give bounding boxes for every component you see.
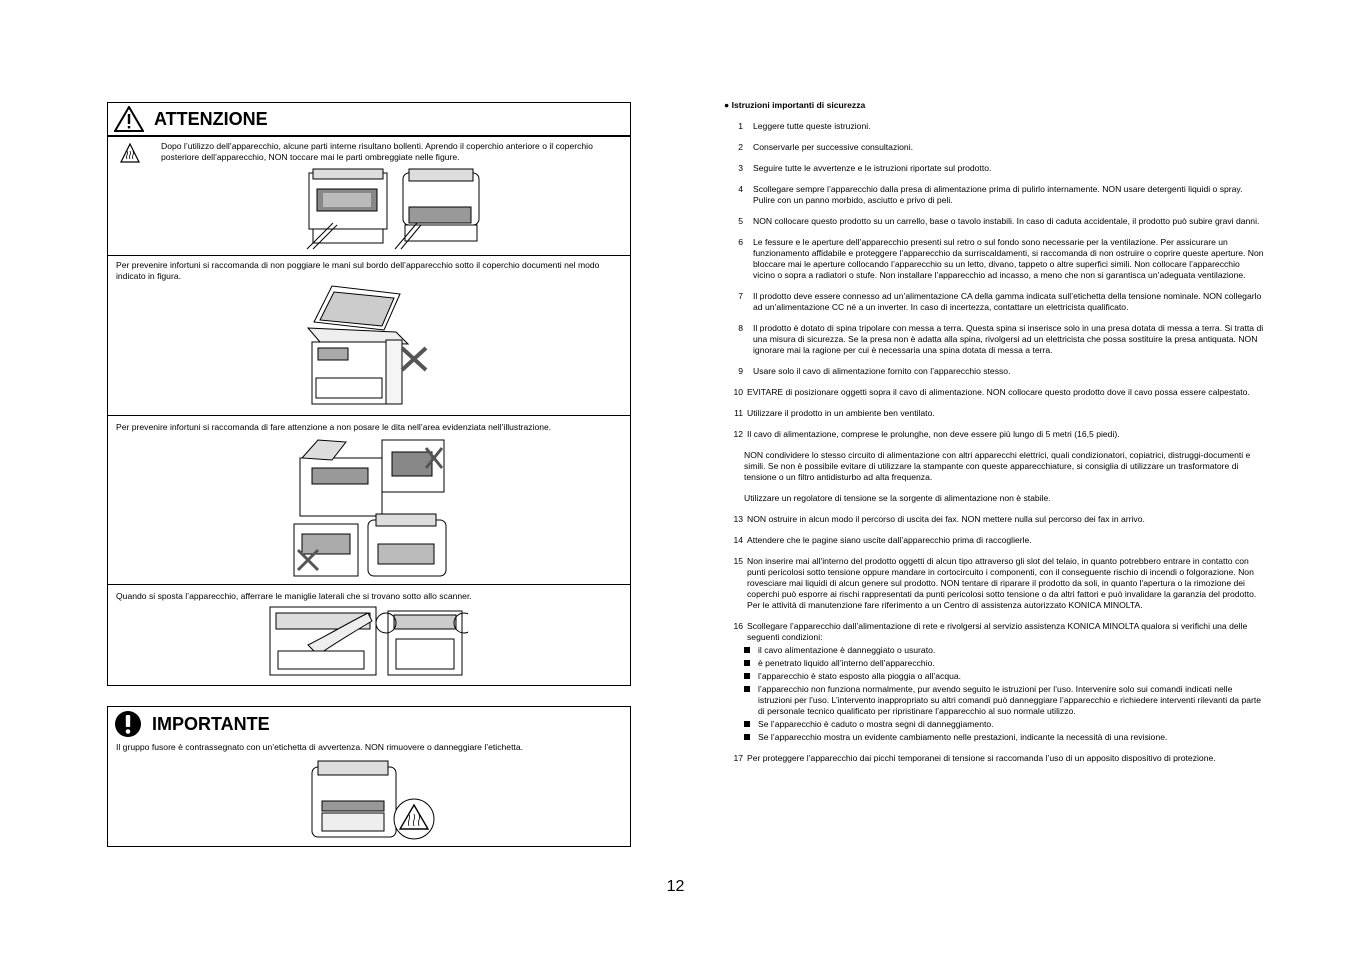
- bullet-text: il cavo alimentazione è danneggiato o usurato.: [758, 645, 936, 655]
- item-number: 13: [733, 514, 743, 524]
- list-item: [724, 121, 1264, 132]
- square-bullet-icon: [744, 686, 750, 692]
- list-item: [724, 366, 1264, 377]
- attenzione-section-document-cover: [108, 255, 630, 415]
- printer-finger-area-illustration: [292, 438, 452, 582]
- attenzione-text-3: Per prevenire infortuni si raccomanda di fare attenzione a non posare le dita nell’area evidenziata nell’illustrazione.: [116, 422, 552, 432]
- item-text: Leggere tutte queste istruzioni.: [753, 121, 871, 131]
- fuser-warning-label-illustration: [308, 759, 438, 841]
- item-number: 8: [738, 323, 743, 333]
- important-exclamation-icon: [114, 710, 142, 738]
- list-item: [724, 237, 1264, 281]
- bullet-text: Se l’apparecchio mostra un evidente cambiamento nelle prestazioni, indicante la necessità di una revisione.: [758, 732, 1168, 742]
- safety-heading: ● Istruzioni importanti di sicurezza: [724, 100, 866, 110]
- item-text: Conservarle per successive consultazioni.: [753, 142, 914, 152]
- item-number: 7: [738, 291, 743, 301]
- attenzione-header: [108, 103, 630, 136]
- item-number: 1: [738, 121, 743, 131]
- item-number: 5: [738, 216, 743, 226]
- list-item: [724, 184, 1264, 206]
- list-item: [724, 408, 1264, 419]
- item-text: Attendere che le pagine siano uscite dall’apparecchio prima di raccoglierle.: [747, 535, 1032, 545]
- item-text: Utilizzare il prodotto in un ambiente ben ventilato.: [747, 408, 935, 418]
- item-text: Per proteggere l’apparecchio dai picchi temporanei di tensione si raccomanda l’uso di un apposito dispositivo di protezione.: [747, 753, 1216, 763]
- attenzione-text-4: Quando si sposta l’apparecchio, afferrare le maniglie laterali che si trovano sotto allo scanner.: [116, 591, 472, 601]
- item-text: Non inserire mai all'interno del prodotto oggetti di alcun tipo attraverso gli slot del telaio, in quanto potrebbero entrare in contatto con punti pericolosi sotto tensione oppure mandare in cortocircuito i componenti, con il conseguente rischio di incendi o folgorazione. Non rovesciare mai liquidi di alcun genere sul prodotto. NON tentare di riparare il prodotto da soli, in quanto l'apertura o la rimozione dei coperchi può esporre ai rischi rappresentati da punti pericolosi sotto tensione o da altri fattori e può invalidare la garanzia del prodotto. Per le attività di manutenzione fare riferimento a un Centro di assistenza autorizzato KONICA MINOLTA.: [747, 556, 1257, 610]
- item-text: Scollegare l’apparecchio dall’alimentazione di rete e rivolgersi al servizio assistenza KONICA MINOLTA qualora si verifichi una delle seguenti condizioni:: [747, 621, 1248, 642]
- square-bullet-icon: [744, 734, 750, 740]
- item-text: Le fessure e le aperture dell’apparecchio presenti sul retro o sul fondo sono necessarie per la ventilazione. Per assicurare un funzionamento affidabile e proteggere l’apparecchio da surriscaldamenti, si raccomanda di non ostruire o coprire queste aperture. Non bloccare mai le aperture collocando l’apparecchio su un letto, divano, tappeto o altre superfici simili. Non collocare l’apparecchio vicino o sopra a radiatori o stufe. Non installare l’apparecchio ad incasso, a meno che non si garantisca un’adeguata ventilazione.: [753, 237, 1264, 280]
- item-number: 3: [738, 163, 743, 173]
- bullet-text: Se l’apparecchio è caduto o mostra segni di danneggiamento.: [758, 719, 994, 729]
- bullet-text: l’apparecchio non funziona normalmente, pur avendo seguito le istruzioni per l’uso. Intervenire solo sui comandi indicati nelle istruzioni per l’uso. L’intervento inappropriato su altri comandi può danneggiare l’apparecchio e richiedere interventi rilevanti da parte di personale tecnico qualificato per ripristinare l’apparecchio al suo normale utilizzo.: [758, 684, 1262, 716]
- item-text: Usare solo il cavo di alimentazione fornito con l’apparecchio stesso.: [753, 366, 1011, 376]
- left-column: [107, 102, 631, 847]
- square-bullet-icon: [744, 647, 750, 653]
- list-item: [724, 514, 1264, 525]
- hot-surface-icon: [120, 143, 140, 163]
- bullet-text: è penetrato liquido all’interno dell’apparecchio.: [758, 658, 935, 668]
- list-item: [724, 323, 1264, 356]
- attenzione-section-hot-parts: [108, 136, 630, 255]
- bullet-item: [742, 671, 1264, 682]
- bullet-item: [742, 658, 1264, 669]
- attenzione-box: [107, 102, 631, 686]
- item-text: NON collocare questo prodotto su un carrello, base o tavolo instabili. In caso di caduta accidentale, il prodotto può subire gravi danni.: [753, 216, 1260, 226]
- safety-instructions-column: [724, 100, 1264, 774]
- item-number: 9: [738, 366, 743, 376]
- item-text: NON ostruire in alcun modo il percorso di uscita dei fax. NON mettere nulla sul percorso dei fax in arrivo.: [747, 514, 1145, 524]
- item12-paragraph-1: NON condividere lo stesso circuito di alimentazione con altri apparecchi elettrici, quali condizionatori, copiatrici, distruggi-documenti e simili. Se non è possibile evitare di utilizzare la stampante con queste apparecchiature, si consiglia di utilizzare un trasformatore di tensione o un filtro antidisturbo ad alta frequenza.: [744, 450, 1251, 482]
- list-item: [724, 387, 1264, 398]
- list-item: [724, 753, 1264, 764]
- importante-header: [108, 707, 630, 741]
- importante-text: Il gruppo fusore è contrassegnato con un’etichetta di avvertenza. NON rimuovere o danneggiare l’etichetta.: [116, 742, 524, 752]
- attenzione-text-1: Dopo l’utilizzo dell’apparecchio, alcune parti interne risultano bollenti. Aprendo il coperchio anteriore o il coperchio posteriore dell’apparecchio, NON toccare mai le parti ombreggiate nelle figure.: [161, 141, 593, 162]
- page-number: 12: [666, 878, 685, 895]
- item-number: 6: [738, 237, 743, 247]
- attenzione-title: ATTENZIONE: [154, 108, 268, 129]
- list-item: [724, 621, 1264, 643]
- item-number: 10: [733, 387, 743, 397]
- list-item: [724, 216, 1264, 227]
- condition-bullet-list: [742, 645, 1264, 743]
- attenzione-text-2: Per prevenire infortuni si raccomanda di non poggiare le mani sul bordo dell’apparecchio sotto il coperchio documenti nel modo indicato in figura.: [116, 260, 600, 281]
- warning-triangle-icon: [114, 106, 144, 132]
- list-item: [724, 429, 1264, 440]
- printer-document-cover-illustration: [304, 284, 438, 410]
- item-text: Scollegare sempre l’apparecchio dalla presa di alimentazione prima di pulirlo internamente. NON usare detergenti liquidi o spray. Pulire con un panno morbido, asciutto e privo di peli.: [753, 184, 1243, 205]
- list-item: [724, 163, 1264, 174]
- bullet-item: [742, 684, 1264, 717]
- item-number: 2: [738, 142, 743, 152]
- printer-handles-illustration: [268, 605, 468, 679]
- bullet-item: [742, 732, 1264, 743]
- item-text: EVITARE di posizionare oggetti sopra il cavo di alimentazione. NON collocare questo prodotto dove il cavo possa essere calpestato.: [747, 387, 1250, 397]
- item-number: 14: [733, 535, 743, 545]
- item-text: Il prodotto deve essere connesso ad un’alimentazione CA della gamma indicata sull’etichetta della tensione nominale. NON collegarlo ad un’alimentazione CC né a un inverter. In caso di incertezza, contattare un elettricista qualificato.: [753, 291, 1262, 312]
- list-item: [724, 556, 1264, 611]
- bullet-item: [742, 719, 1264, 730]
- item-text: Il cavo di alimentazione, comprese le prolunghe, non deve essere più lungo di 5 metri (16,5 piedi).: [747, 429, 1120, 439]
- item-number: 11: [734, 408, 743, 418]
- importante-box: [107, 706, 631, 847]
- importante-title: IMPORTANTE: [152, 713, 270, 734]
- attenzione-section-finger-area: [108, 415, 630, 584]
- item-number: 4: [738, 184, 743, 194]
- item-number: 17: [733, 753, 743, 763]
- bullet-item: [742, 645, 1264, 656]
- item12-paragraph-2: Utilizzare un regolatore di tensione se la sorgente di alimentazione non è stabile.: [744, 493, 1051, 503]
- square-bullet-icon: [744, 721, 750, 727]
- item-number: 16: [733, 621, 743, 631]
- item-text: Il prodotto è dotato di spina tripolare con messa a terra. Questa spina si inserisce solo in una presa dotata di messa a terra. Si tratta di una misura di sicurezza. Se la presa non è adatta alla spina, rivolgersi ad un elettricista che possa sostituire la presa antiquata. NON ignorare mai la ragione per cui è necessaria una spina dotata di messa a terra.: [753, 323, 1264, 355]
- square-bullet-icon: [744, 673, 750, 679]
- item-text: Seguire tutte le avvertenze e le istruzioni riportate sul prodotto.: [753, 163, 992, 173]
- bullet-text: l’apparecchio è stato esposto alla pioggia o all’acqua.: [758, 671, 962, 681]
- item-number: 15: [733, 556, 743, 566]
- list-item: [724, 142, 1264, 153]
- item-number: 12: [733, 429, 743, 439]
- printer-hot-parts-illustration: [305, 167, 483, 251]
- list-item: [724, 291, 1264, 313]
- square-bullet-icon: [744, 660, 750, 666]
- attenzione-section-handles: [108, 584, 630, 685]
- list-item: [724, 535, 1264, 546]
